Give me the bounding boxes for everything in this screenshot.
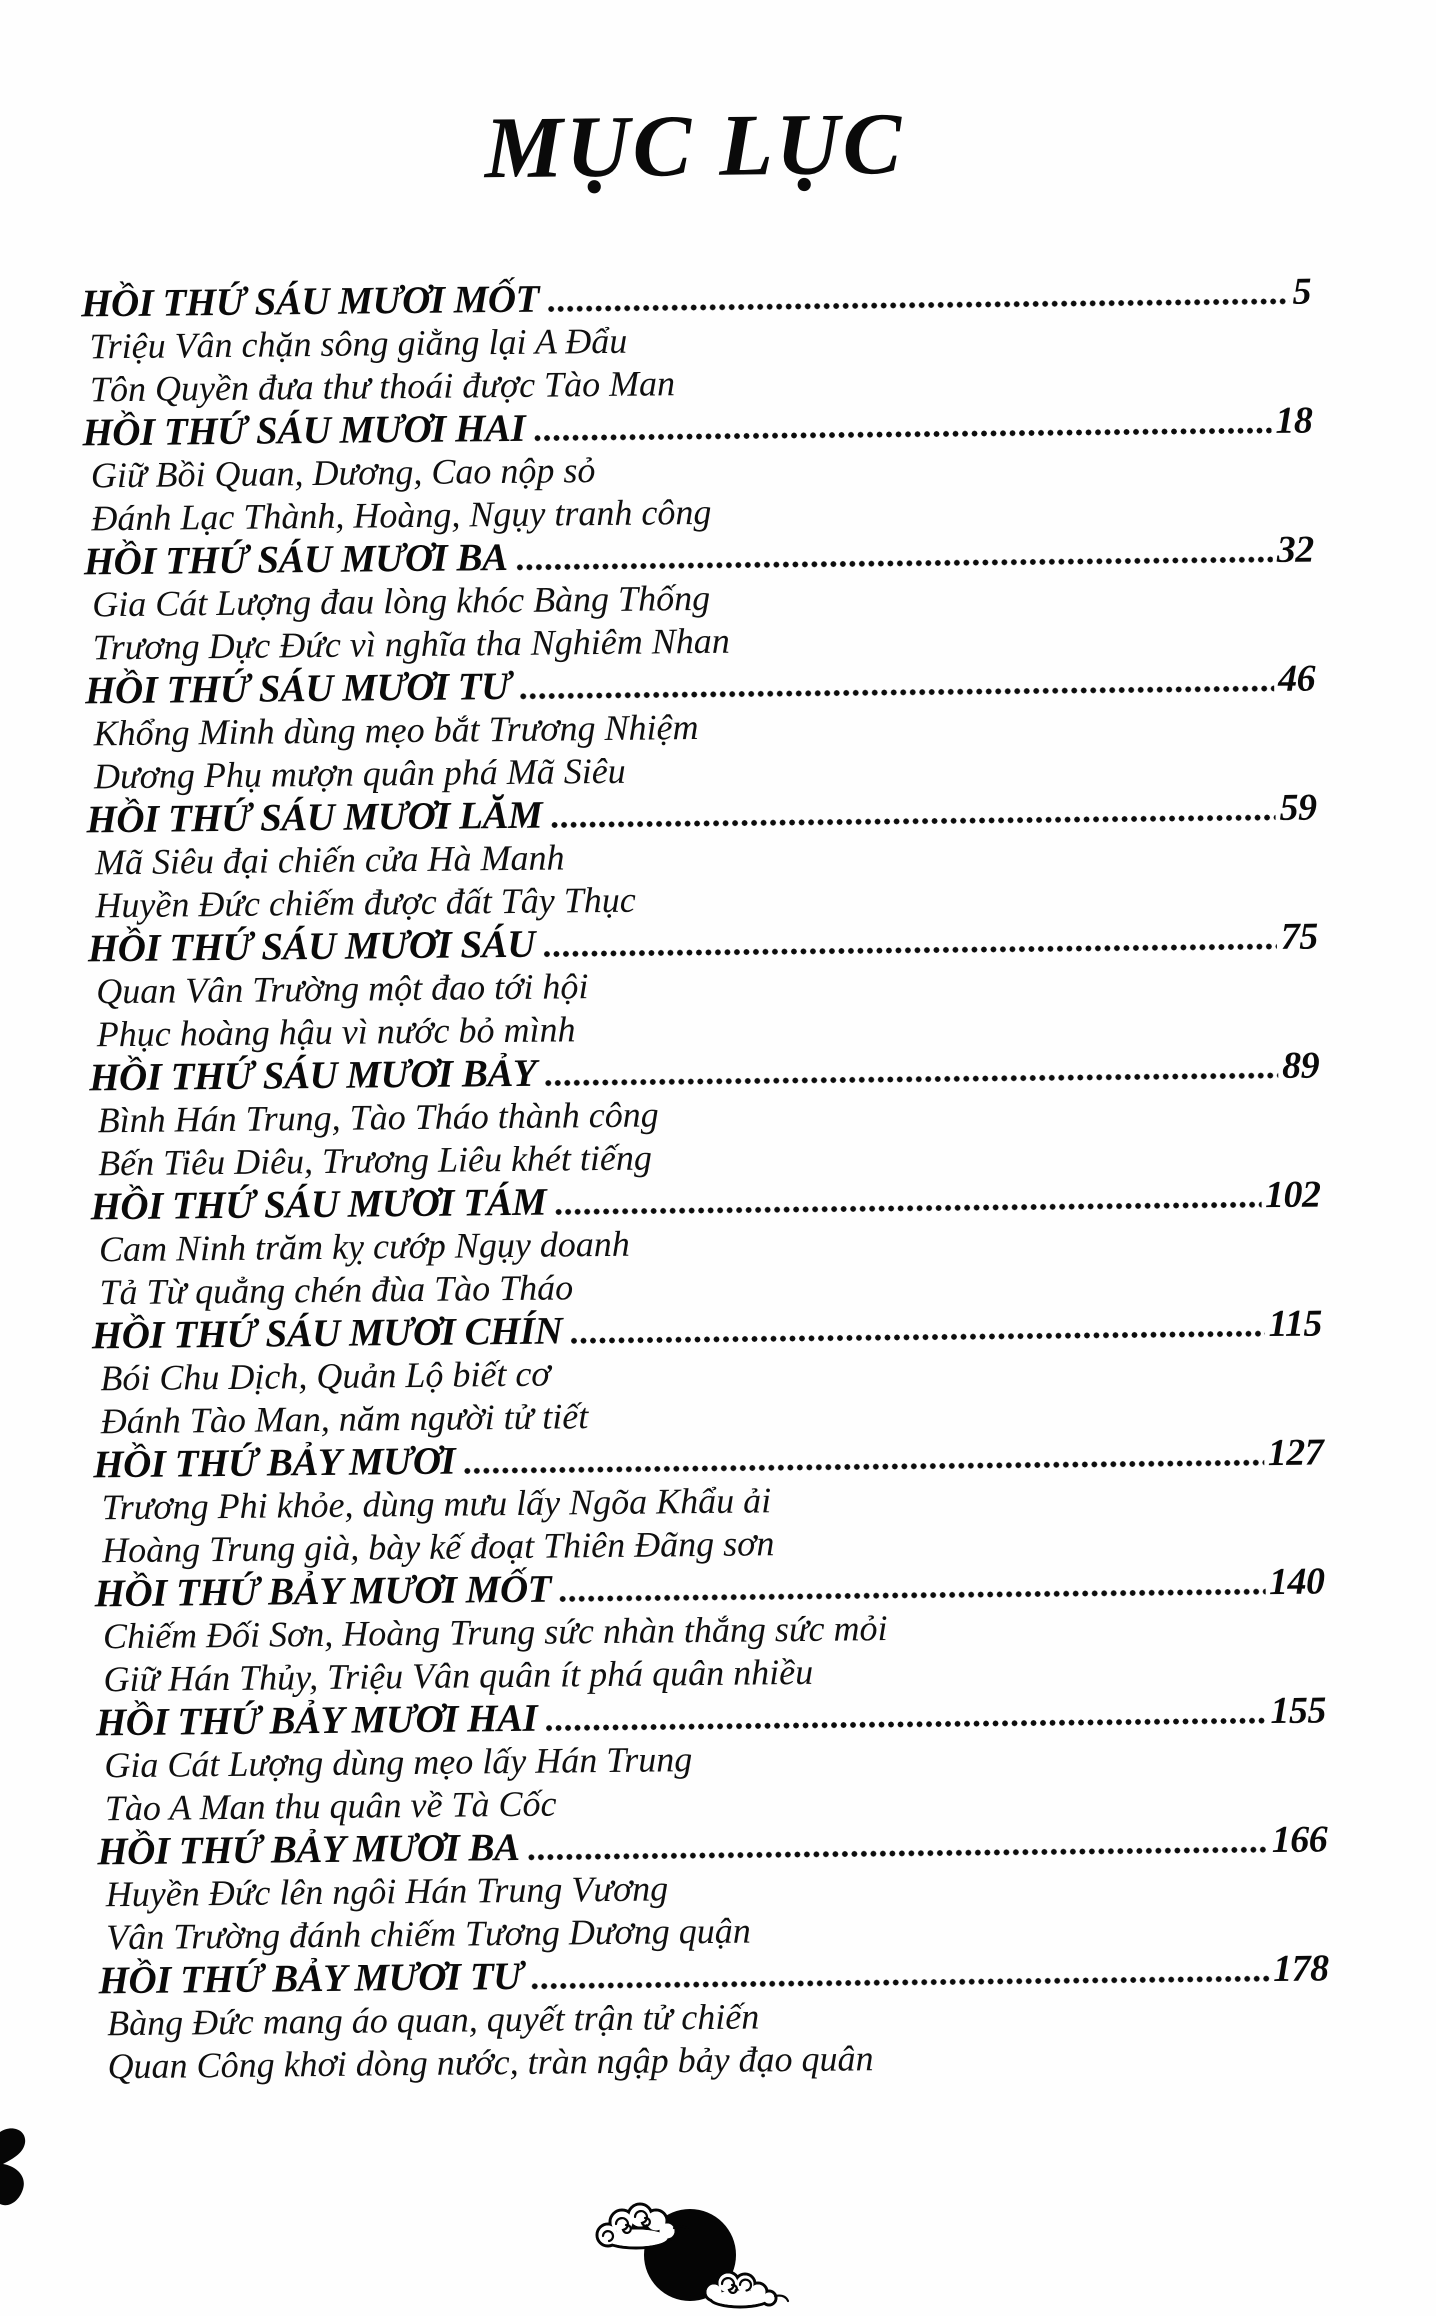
chapter-heading: HỒI THỨ BẢY MƯƠI HAI bbox=[95, 1696, 538, 1745]
toc-entry bbox=[97, 1817, 1328, 1959]
toc-list bbox=[81, 270, 1330, 2089]
chapter-subtitle-line1: Bói Chu Dịch, Quản Lộ biết cơ bbox=[100, 1353, 551, 1399]
chapter-heading: HỒI THỨ BẢY MƯƠI TƯ bbox=[98, 1954, 524, 2003]
chapter-subtitle-line1: Gia Cát Lượng đau lòng khóc Bàng Thống bbox=[92, 577, 711, 625]
toc-entry bbox=[85, 657, 1316, 799]
chapter-subtitle-line1: Triệu Vân chặn sông giằng lại A Đẩu bbox=[89, 320, 628, 367]
toc-entry bbox=[96, 1688, 1327, 1830]
dot-leader bbox=[519, 685, 1274, 700]
page-number: 127 bbox=[1267, 1431, 1324, 1475]
dot-leader bbox=[554, 1201, 1261, 1215]
chapter-subtitle-line2: Trương Dực Đức vì nghĩa tha Nghiêm Nhan bbox=[92, 620, 730, 668]
chapter-heading: HỒI THỨ SÁU MƯƠI CHÍN bbox=[91, 1309, 563, 1358]
chapter-heading: HỒI THỨ SÁU MƯƠI HAI bbox=[82, 406, 526, 455]
chapter-subtitle-line1: Chiếm Đối Sơn, Hoàng Trung sức nhàn thắng sức mỏi bbox=[102, 1608, 888, 1657]
page-number: 46 bbox=[1277, 657, 1316, 700]
moon-clouds-ornament-icon bbox=[590, 2196, 794, 2316]
chapter-subtitle-line1: Cam Ninh trăm kỵ cướp Ngụy doanh bbox=[98, 1223, 630, 1270]
dot-leader bbox=[533, 427, 1271, 442]
chapter-subtitle-line1: Khổng Minh dùng mẹo bắt Trương Nhiệm bbox=[93, 706, 699, 754]
chapter-heading: HỒI THỨ SÁU MƯƠI BẢY bbox=[88, 1051, 537, 1100]
chapter-subtitle-line2: Hoàng Trung già, bày kế đoạt Thiên Đãng sơn bbox=[101, 1523, 775, 1571]
toc-entry bbox=[93, 1430, 1324, 1572]
chapter-heading: HỒI THỨ SÁU MƯƠI LĂM bbox=[86, 793, 543, 842]
toc-entry bbox=[84, 528, 1315, 670]
toc-entry bbox=[88, 915, 1319, 1057]
page-number: 166 bbox=[1271, 1818, 1328, 1862]
page-number: 102 bbox=[1264, 1173, 1321, 1217]
page-number: 59 bbox=[1279, 786, 1317, 829]
chapter-heading: HỒI THỨ SÁU MƯƠI TƯ bbox=[84, 664, 512, 713]
chapter-subtitle-line2: Đánh Tào Man, năm người tử tiết bbox=[100, 1396, 589, 1442]
page-title: MỤC LỤC bbox=[484, 95, 905, 198]
chapter-subtitle-line1: Gia Cát Lượng dùng mẹo lấy Hán Trung bbox=[104, 1739, 693, 1786]
chapter-subtitle-line2: Tào A Man thu quân về Tà Cốc bbox=[104, 1783, 557, 1829]
chapter-subtitle-line1: Trương Phi khỏe, dùng mưu lấy Ngõa Khẩu ải bbox=[101, 1480, 772, 1528]
dot-leader bbox=[559, 1588, 1265, 1602]
page-number: 32 bbox=[1276, 528, 1314, 571]
toc-entry bbox=[81, 270, 1312, 412]
chapter-subtitle-line2: Phục hoàng hậu vì nước bỏ mình bbox=[96, 1009, 576, 1055]
chapter-subtitle-line2: Huyền Đức chiếm được đất Tây Thục bbox=[95, 879, 636, 926]
toc-entry bbox=[82, 399, 1313, 541]
chapter-heading: HỒI THỨ SÁU MƯƠI MỐT bbox=[80, 277, 540, 326]
chapter-subtitle-line1: Giữ Bồi Quan, Dương, Cao nộp sỏ bbox=[90, 450, 596, 496]
dot-leader bbox=[463, 1459, 1264, 1474]
toc-entry bbox=[89, 1044, 1320, 1186]
dot-leader bbox=[547, 298, 1289, 313]
dot-leader bbox=[545, 1717, 1266, 1732]
chapter-heading: HỒI THỨ SÁU MƯƠI BA bbox=[83, 535, 508, 584]
margin-stamp-icon bbox=[0, 2124, 30, 2212]
chapter-subtitle-line1: Bình Hán Trung, Tào Tháo thành công bbox=[97, 1094, 659, 1141]
toc-entry bbox=[90, 1173, 1321, 1315]
chapter-subtitle-line2: Quan Công khơi dòng nước, tràn ngập bảy đạo quân bbox=[107, 2038, 874, 2087]
chapter-subtitle-line2: Bến Tiêu Diêu, Trương Liêu khét tiếng bbox=[97, 1137, 653, 1184]
page-number: 115 bbox=[1268, 1302, 1323, 1346]
page-number: 155 bbox=[1270, 1689, 1327, 1733]
chapter-subtitle-line2: Tôn Quyền đưa thư thoái được Tào Man bbox=[89, 363, 676, 410]
dot-leader bbox=[570, 1330, 1264, 1344]
chapter-heading: HỒI THỨ BẢY MƯƠI MỐT bbox=[94, 1567, 552, 1616]
page-number: 140 bbox=[1268, 1560, 1325, 1604]
dot-leader bbox=[516, 556, 1273, 571]
page-number: 5 bbox=[1292, 270, 1312, 313]
page-number: 178 bbox=[1272, 1947, 1329, 1991]
chapter-subtitle-line1: Quan Vân Trường một đao tới hội bbox=[96, 966, 589, 1012]
chapter-subtitle-line2: Dương Phụ mượn quân phá Mã Siêu bbox=[93, 750, 626, 797]
chapter-subtitle-line2: Tả Từ quẳng chén đùa Tào Tháo bbox=[99, 1267, 574, 1313]
chapter-heading: HỒI THỨ BẢY MƯƠI BA bbox=[97, 1825, 520, 1874]
toc-entry bbox=[98, 1946, 1329, 2088]
chapter-subtitle-line2: Giữ Hán Thủy, Triệu Vân quân ít phá quân nhiều bbox=[103, 1651, 814, 1700]
dot-leader bbox=[550, 814, 1275, 829]
dot-leader bbox=[543, 943, 1277, 958]
chapter-subtitle-line2: Vân Trường đánh chiếm Tương Dương quận bbox=[106, 1910, 751, 1958]
chapter-heading: HỒI THỨ BẢY MƯƠI bbox=[93, 1439, 456, 1487]
chapter-subtitle-line2: Đánh Lạc Thành, Hoàng, Ngụy tranh công bbox=[91, 491, 712, 539]
page-number: 75 bbox=[1280, 915, 1319, 958]
page-number: 89 bbox=[1281, 1044, 1320, 1087]
chapter-subtitle-line1: Mã Siêu đại chiến cửa Hà Manh bbox=[94, 837, 565, 883]
chapter-subtitle-line1: Bàng Đức mang áo quan, quyết trận tử chiến bbox=[106, 1996, 760, 2044]
toc-entry bbox=[94, 1559, 1325, 1701]
toc-entry bbox=[86, 786, 1317, 928]
dot-leader bbox=[531, 1975, 1269, 1990]
toc-entry bbox=[92, 1301, 1323, 1443]
chapter-heading: HỒI THỨ SÁU MƯƠI SÁU bbox=[87, 922, 536, 971]
chapter-subtitle-line1: Huyền Đức lên ngôi Hán Trung Vương bbox=[105, 1868, 669, 1915]
page-number: 18 bbox=[1275, 399, 1313, 442]
dot-leader bbox=[544, 1072, 1278, 1087]
chapter-heading: HỒI THỨ SÁU MƯƠI TÁM bbox=[90, 1180, 547, 1229]
dot-leader bbox=[528, 1846, 1268, 1861]
